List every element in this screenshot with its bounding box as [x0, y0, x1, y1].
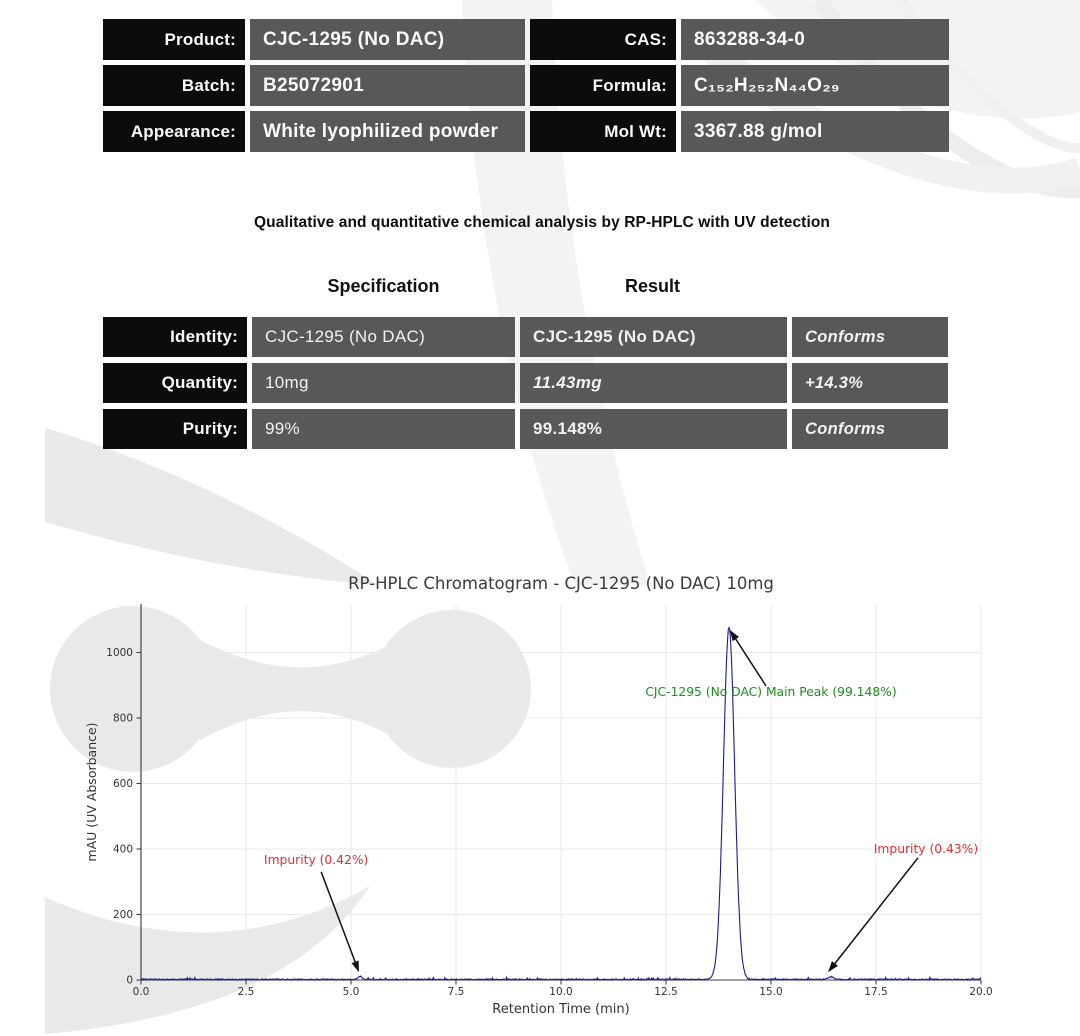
- purity-spec: 99%: [252, 409, 515, 449]
- purity-result: 99.148%: [520, 409, 787, 449]
- annotation-arrowhead-impurity-2: [828, 961, 838, 972]
- cas-value: 863288-34-0: [681, 19, 949, 60]
- quantity-status: +14.3%: [792, 363, 948, 403]
- purity-label: Purity:: [103, 409, 247, 449]
- x-tick-label: 7.5: [447, 986, 465, 998]
- batch-label: Batch:: [103, 65, 245, 106]
- product-value: CJC-1295 (No DAC): [250, 19, 525, 60]
- identity-label: Identity:: [103, 317, 247, 357]
- formula-value: C₁₅₂H₂₅₂N₄₄O₂₉: [681, 65, 949, 106]
- molwt-label: Mol Wt:: [530, 111, 676, 152]
- specification-column-header: Specification: [327, 276, 440, 296]
- annotation-arrow-main-peak: [734, 637, 766, 686]
- formula-label: Formula:: [530, 65, 676, 106]
- identity-status: Conforms: [792, 317, 948, 357]
- annotation-main-peak: CJC-1295 (No DAC) Main Peak (99.148%): [645, 684, 897, 699]
- y-tick-label: 1000: [106, 646, 133, 659]
- batch-value: B25072901: [250, 65, 525, 106]
- y-tick-label: 0: [126, 974, 133, 987]
- chart-title: RP-HPLC Chromatogram - CJC-1295 (No DAC) 10mg: [348, 574, 774, 593]
- annotation-impurity-1: Impurity (0.42%): [263, 853, 369, 868]
- molwt-value: 3367.88 g/mol: [681, 111, 949, 152]
- cas-label: CAS:: [530, 19, 676, 60]
- y-tick-label: 400: [112, 843, 133, 856]
- x-tick-label: 15.0: [759, 986, 783, 998]
- x-tick-label: 0.0: [132, 986, 150, 998]
- result-column-header: Result: [624, 276, 680, 296]
- x-tick-label: 10.0: [549, 986, 573, 998]
- x-axis-label: Retention Time (min): [492, 1002, 630, 1017]
- y-tick-label: 600: [112, 777, 133, 790]
- analysis-heading: Qualitative and quantitative chemical analysis by RP-HPLC with UV detection: [254, 214, 830, 231]
- y-tick-label: 800: [112, 712, 133, 725]
- x-tick-label: 12.5: [654, 986, 678, 998]
- identity-result: CJC-1295 (No DAC): [520, 317, 787, 357]
- quantity-spec: 10mg: [252, 363, 515, 403]
- x-tick-label: 2.5: [237, 986, 255, 998]
- x-tick-label: 5.0: [342, 986, 360, 998]
- appearance-label: Appearance:: [103, 111, 245, 152]
- x-tick-label: 20.0: [969, 986, 993, 998]
- product-label: Product:: [103, 19, 245, 60]
- purity-status: Conforms: [792, 409, 948, 449]
- x-tick-label: 17.5: [864, 986, 888, 998]
- y-tick-label: 200: [112, 908, 133, 921]
- y-axis-label: mAU (UV Absorbance): [84, 722, 99, 862]
- appearance-value: White lyophilized powder: [250, 111, 525, 152]
- quantity-label: Quantity:: [103, 363, 247, 403]
- annotation-impurity-2: Impurity (0.43%): [873, 841, 979, 856]
- annotation-arrowhead-impurity-1: [352, 961, 359, 973]
- quantity-result: 11.43mg: [520, 363, 787, 403]
- identity-spec: CJC-1295 (No DAC): [252, 317, 515, 357]
- annotation-arrowhead-main-peak: [730, 630, 739, 641]
